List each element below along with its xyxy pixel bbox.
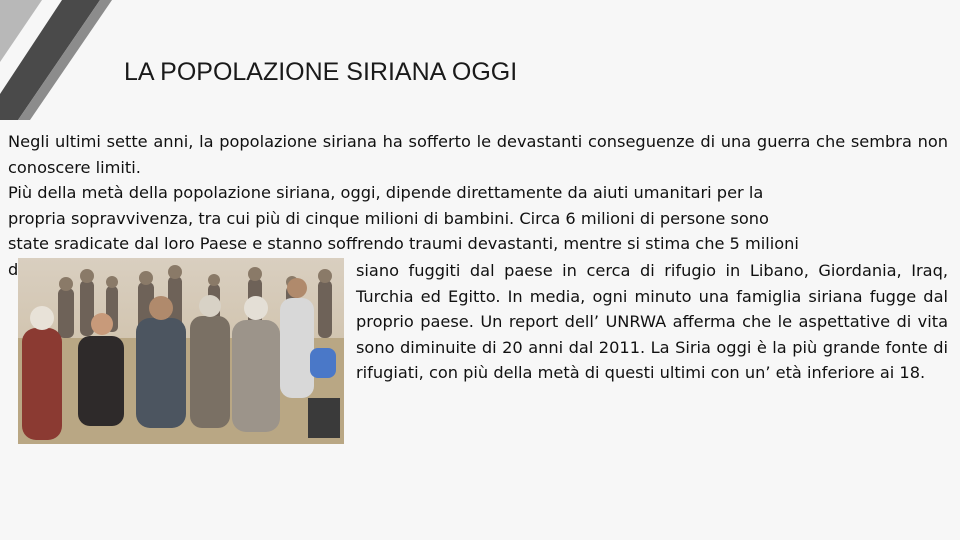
paragraph-2-line-2: propria sopravvivenza, tra cui più di cinque milioni di bambini. Circa 6 milioni di persone sono: [8, 208, 769, 228]
paragraph-1: Negli ultimi sette anni, la popolazione siriana ha sofferto le devastanti conseguenze di una guerra che sembra non conoscere limiti.: [8, 132, 948, 177]
wrapped-paragraph: siano fuggiti dal paese in cerca di rifugio in Libano, Giordania, Iraq, Turchia ed Egitto. In media, ogni minuto una famiglia siriana fugge dal proprio paese. Un report dell’ UNRWA afferma che le aspettative di vita sono diminuite di 20 anni dal 2011. La Siria oggi è la più grande fonte di rifugiati, con più della metà di questi ultimi con un’ età inferiore ai 18.: [356, 261, 948, 383]
paragraph-2-line-4-start: d: [8, 259, 19, 279]
paragraph-2-line-1: Più della metà della popolazione siriana, oggi, dipende direttamente da aiuti umanitari per la: [8, 183, 764, 203]
refugee-crowd-photo: [18, 258, 344, 444]
refugee-crowd-icon: [18, 258, 344, 444]
paragraph-2-line-3: state sradicate dal loro Paese e stanno soffrendo traumi devastanti, mentre si stima che 5 milioni: [8, 234, 799, 254]
slide-title: LA POPOLAZIONE SIRIANA OGGI: [124, 58, 518, 86]
